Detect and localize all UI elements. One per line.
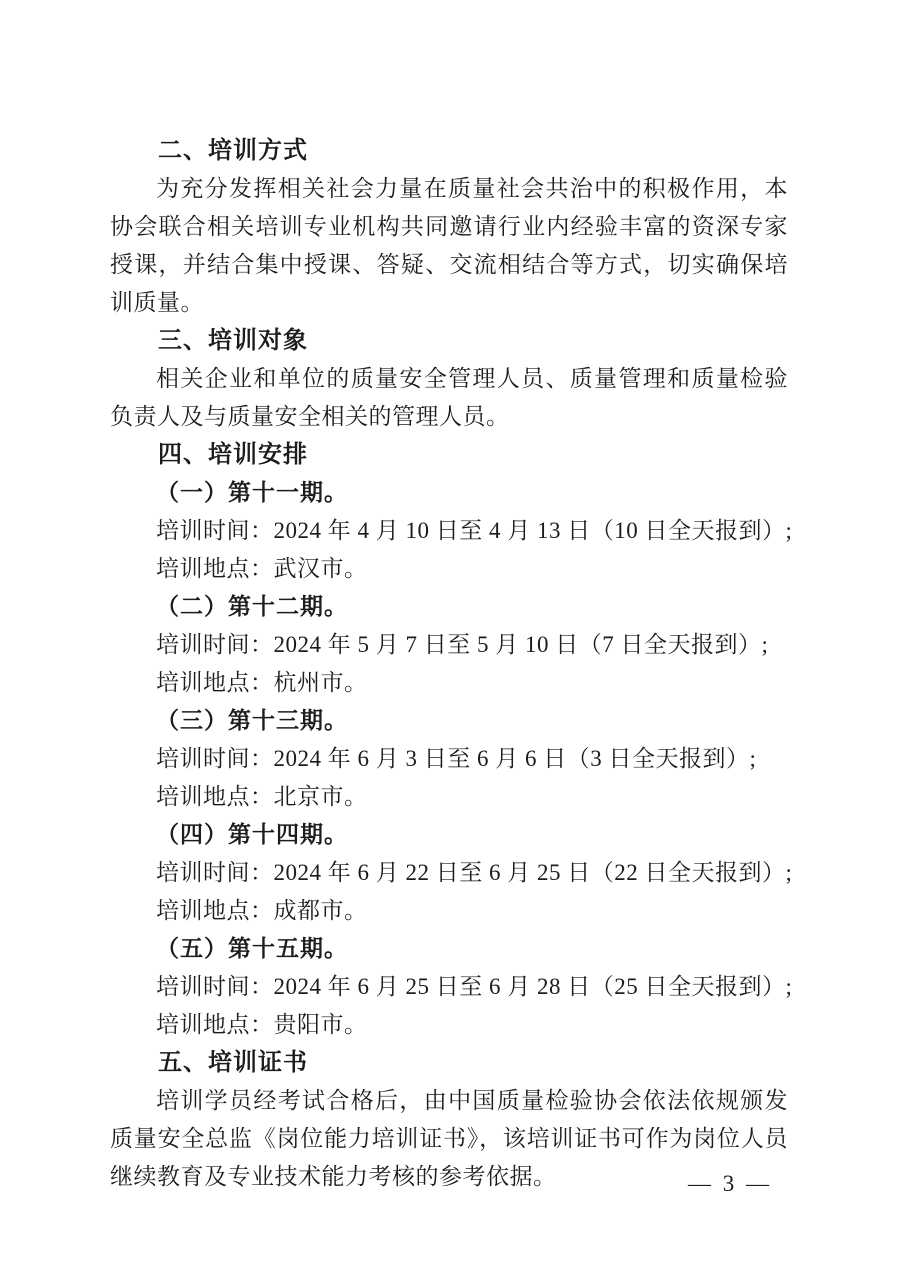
- session-11: [110, 474, 793, 588]
- page-number: — 3 —: [688, 1171, 772, 1196]
- document-body: [110, 132, 793, 1196]
- session-12: [110, 588, 788, 702]
- section-heading: 五、培训证书: [158, 1049, 308, 1076]
- section-training-method: [110, 132, 788, 322]
- session-title: （一）第十一期。: [156, 480, 348, 505]
- session-location: 培训地点：成都市。: [156, 898, 368, 923]
- paragraph: 培训学员经考试合格后，由中国质量检验协会依法依规颁发质量安全总监《岗位能力培训证书》，该培训证书可作为岗位人员继续教育及专业技术能力考核的参考依据。: [110, 1088, 788, 1189]
- section-heading: 三、培训对象: [158, 327, 308, 354]
- session-time: 培训时间：2024 年 5 月 7 日至 5 月 10 日（7 日全天报到）;: [156, 632, 769, 657]
- paragraph: 为充分发挥相关社会力量在质量社会共治中的积极作用，本协会联合相关培训专业机构共同邀请行业内经验丰富的资深专家授课，并结合集中授课、答疑、交流相结合等方式，切实确保培训质量。: [110, 176, 788, 315]
- session-time: 培训时间：2024 年 6 月 25 日至 6 月 28 日（25 日全天报到）;: [156, 974, 793, 999]
- session-title: （二）第十二期。: [156, 594, 348, 619]
- session-location: 培训地点：贵阳市。: [156, 1012, 368, 1037]
- session-title: （四）第十四期。: [156, 822, 348, 847]
- session-time: 培训时间：2024 年 6 月 22 日至 6 月 25 日（22 日全天报到）;: [156, 860, 793, 885]
- section-training-audience: [110, 322, 788, 436]
- session-time: 培训时间：2024 年 4 月 10 日至 4 月 13 日（10 日全天报到）;: [156, 518, 793, 543]
- session-time: 培训时间：2024 年 6 月 3 日至 6 月 6 日（3 日全天报到）;: [156, 746, 757, 771]
- session-location: 培训地点：北京市。: [156, 784, 368, 809]
- section-heading: 二、培训方式: [158, 137, 308, 164]
- session-13: [110, 702, 788, 816]
- section-training-schedule: [110, 436, 793, 1044]
- paragraph: 相关企业和单位的质量安全管理人员、质量管理和质量检验负责人及与质量安全相关的管理人员。: [110, 366, 788, 429]
- section-training-certificate: [110, 1044, 788, 1196]
- session-15: [110, 930, 793, 1044]
- session-title: （五）第十五期。: [156, 936, 348, 961]
- session-location: 培训地点：杭州市。: [156, 670, 368, 695]
- section-heading: 四、培训安排: [158, 441, 308, 468]
- session-location: 培训地点：武汉市。: [156, 556, 368, 581]
- session-14: [110, 816, 793, 930]
- session-title: （三）第十三期。: [156, 708, 348, 733]
